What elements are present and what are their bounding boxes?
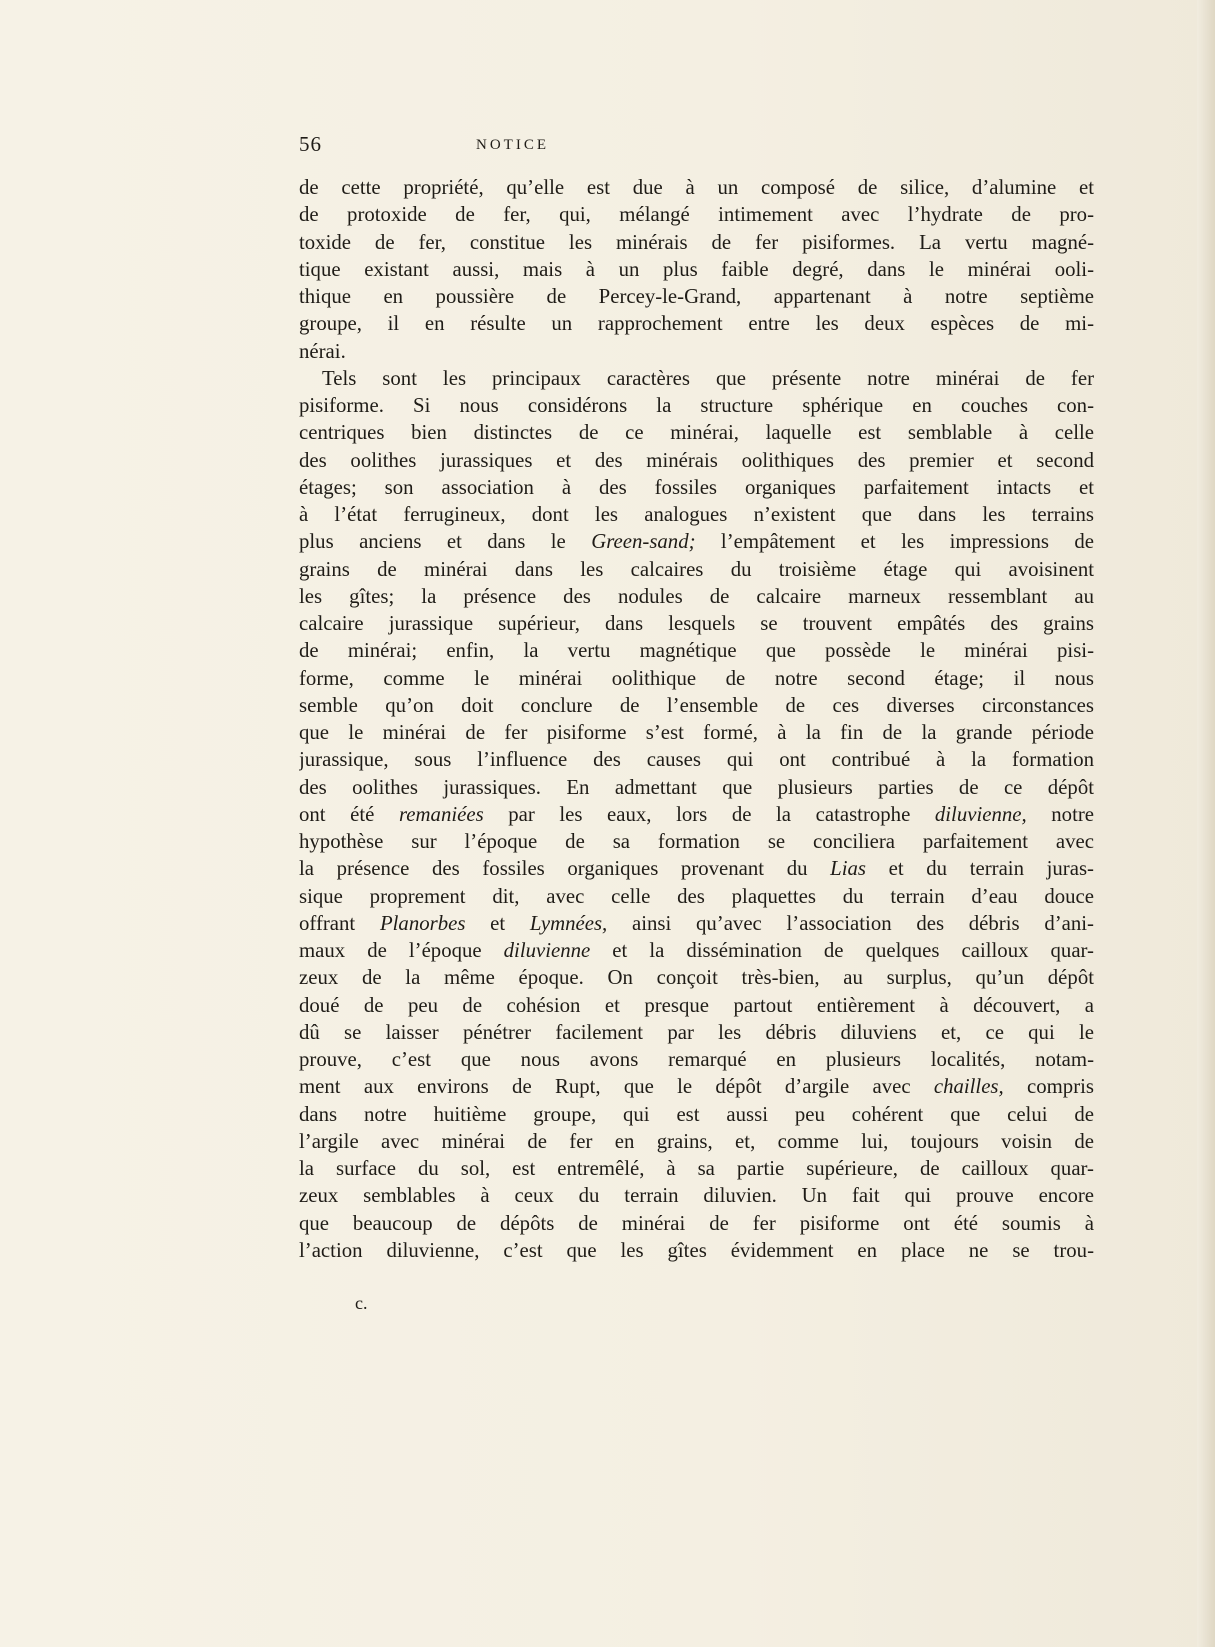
text-fragment: la présence des fossiles organiques provenant du: [299, 857, 831, 881]
text-line: [299, 501, 1094, 528]
text-line: [299, 365, 1094, 392]
text-fragment: sique proprement dit, avec celle des plaquettes du terrain d’eau douce: [299, 884, 1094, 908]
text-line: [299, 746, 1094, 773]
page-header: [299, 132, 1091, 160]
signature-mark: c.: [355, 1293, 368, 1313]
text-line: [299, 883, 1094, 910]
text-line: [299, 937, 1094, 964]
text-line: [299, 1073, 1094, 1100]
text-fragment: centriques bien distinctes de ce minérai, laquelle est semblable à celle: [299, 421, 1094, 445]
text-line: [299, 1210, 1094, 1237]
text-line: [299, 474, 1094, 501]
text-fragment: compris: [1003, 1075, 1094, 1099]
text-line: [299, 1101, 1094, 1128]
text-line: [299, 256, 1094, 283]
text-line: [299, 392, 1094, 419]
italic-term: Lias: [830, 857, 866, 881]
text-fragment: pisiforme. Si nous considérons la structure sphérique en couches con-: [299, 394, 1094, 417]
text-fragment: à l’état ferrugineux, dont les analogues n’existent que dans les terrains: [299, 503, 1094, 526]
text-line: [299, 1182, 1094, 1209]
text-line: [299, 310, 1094, 337]
page-edge-shadow: [1197, 0, 1215, 1647]
text-fragment: ainsi qu’avec l’association des débris d’ani-: [607, 911, 1094, 935]
text-line: [299, 528, 1094, 555]
text-line: [299, 719, 1094, 746]
text-fragment: par les eaux, lors de la catastrophe: [483, 802, 935, 826]
body-text: [299, 174, 1094, 1264]
text-line: [299, 828, 1094, 855]
text-line: [299, 1155, 1094, 1182]
text-fragment: groupe, il en résulte un rapprochement entre les deux espèces de mi-: [299, 312, 1094, 336]
text-fragment: l’action diluvienne, c’est que les gîtes évidemment en place ne se trou-: [299, 1238, 1094, 1262]
text-line: [299, 1237, 1094, 1264]
text-fragment: jurassique, sous l’influence des causes qui ont contribué à la formation: [299, 748, 1094, 772]
text-line: [299, 556, 1094, 583]
text-fragment: dû se laisser pénétrer facilement par les débris diluviens et, ce qui le: [299, 1020, 1094, 1044]
text-fragment: et: [465, 911, 530, 935]
italic-term: Green-sand;: [591, 530, 696, 554]
italic-term: diluvienne: [503, 939, 591, 962]
italic-term: remaniées: [398, 802, 484, 826]
text-line: [299, 910, 1094, 937]
text-fragment: thique en poussière de Percey-le-Grand, appartenant à notre septième: [299, 285, 1094, 308]
text-fragment: ont été: [299, 802, 399, 826]
text-line: [299, 774, 1094, 801]
text-fragment: que le minérai de fer pisiforme s’est formé, à la fin de la grande période: [299, 721, 1094, 744]
text-fragment: les gîtes; la présence des nodules de calcaire marneux ressemblant au: [299, 584, 1094, 608]
text-line: [299, 419, 1094, 446]
text-line: [299, 665, 1094, 692]
text-fragment: semble qu’on doit conclure de l’ensemble de ces diverses circonstances: [299, 693, 1094, 717]
text-fragment: calcaire jurassique supérieur, dans lesquels se trouvent empâtés des grains: [299, 612, 1094, 635]
text-line: [299, 610, 1094, 637]
text-fragment: offrant: [299, 911, 380, 935]
text-fragment: que beaucoup de dépôts de minérai de fer pisiforme ont été soumis à: [299, 1211, 1094, 1235]
text-fragment: des oolithes jurassiques et des minérais oolithiques des premier et second: [299, 448, 1094, 472]
text-line: [299, 174, 1094, 201]
text-fragment: ment aux environs de Rupt, que le dépôt d’argile avec: [299, 1075, 934, 1099]
text-line: [299, 201, 1094, 228]
text-fragment: doué de peu de cohésion et presque partout entièrement à découvert, a: [299, 993, 1094, 1017]
text-fragment: la surface du sol, est entremêlé, à sa partie supérieure, de cailloux quar-: [299, 1157, 1094, 1180]
text-fragment: zeux semblables à ceux du terrain diluvien. Un fait qui prouve encore: [299, 1184, 1094, 1208]
text-fragment: et du terrain juras-: [866, 857, 1094, 881]
text-line: [299, 1128, 1094, 1155]
text-line: [299, 637, 1094, 664]
text-fragment: et la dissémination de quelques cailloux quar-: [590, 939, 1094, 962]
text-line: [299, 1019, 1094, 1046]
text-line: [299, 229, 1094, 256]
text-fragment: prouve, c’est que nous avons remarqué en plusieurs localités, notam-: [299, 1048, 1094, 1071]
text-line: [299, 338, 1094, 365]
text-fragment: notre: [1026, 802, 1094, 826]
text-fragment: toxide de fer, constitue les minérais de fer pisiformes. La vertu magné-: [299, 230, 1094, 254]
italic-term: chailles,: [933, 1075, 1004, 1099]
text-fragment: maux de l’époque: [299, 939, 504, 962]
text-line: [299, 855, 1094, 882]
text-line: [299, 583, 1094, 610]
text-line: [299, 801, 1094, 828]
text-fragment: tique existant aussi, mais à un plus faible degré, dans le minérai ooli-: [299, 257, 1094, 281]
text-fragment: plus anciens et dans le: [299, 530, 592, 554]
text-fragment: des oolithes jurassiques. En admettant que plusieurs parties de ce dépôt: [299, 775, 1094, 799]
text-fragment: de protoxide de fer, qui, mélangé intimement avec l’hydrate de pro-: [299, 203, 1094, 227]
italic-term: diluvienne,: [934, 802, 1027, 826]
text-fragment: Tels sont les principaux caractères que présente notre minérai de fer: [322, 366, 1094, 390]
text-fragment: de cette propriété, qu’elle est due à un composé de silice, d’alumine et: [299, 176, 1094, 199]
italic-term: Lymnées,: [529, 911, 608, 935]
text-fragment: l’empâtement et les impressions de: [695, 530, 1094, 554]
page-number: 56: [299, 132, 322, 156]
text-line: [299, 692, 1094, 719]
text-fragment: de minérai; enfin, la vertu magnétique que possède le minérai pisi-: [299, 639, 1094, 663]
text-fragment: étages; son association à des fossiles organiques parfaitement intacts et: [299, 475, 1094, 499]
text-fragment: zeux de la même époque. On conçoit très-bien, au surplus, qu’un dépôt: [299, 966, 1094, 990]
text-line: [299, 283, 1094, 310]
italic-term: Planorbes: [379, 911, 466, 935]
text-fragment: dans notre huitième groupe, qui est aussi peu cohérent que celui de: [299, 1102, 1094, 1126]
text-line: [299, 992, 1094, 1019]
text-line: [299, 964, 1094, 991]
text-fragment: hypothèse sur l’époque de sa formation se conciliera parfaitement avec: [299, 830, 1094, 853]
text-fragment: l’argile avec minérai de fer en grains, et, comme lui, toujours voisin de: [299, 1129, 1094, 1153]
text-fragment: forme, comme le minérai oolithique de notre second étage; il nous: [299, 666, 1094, 690]
text-fragment: nérai.: [299, 339, 346, 363]
text-line: [299, 447, 1094, 474]
text-line: [299, 1046, 1094, 1073]
text-fragment: grains de minérai dans les calcaires du troisième étage qui avoisinent: [299, 557, 1094, 581]
running-title: NOTICE: [476, 137, 549, 153]
